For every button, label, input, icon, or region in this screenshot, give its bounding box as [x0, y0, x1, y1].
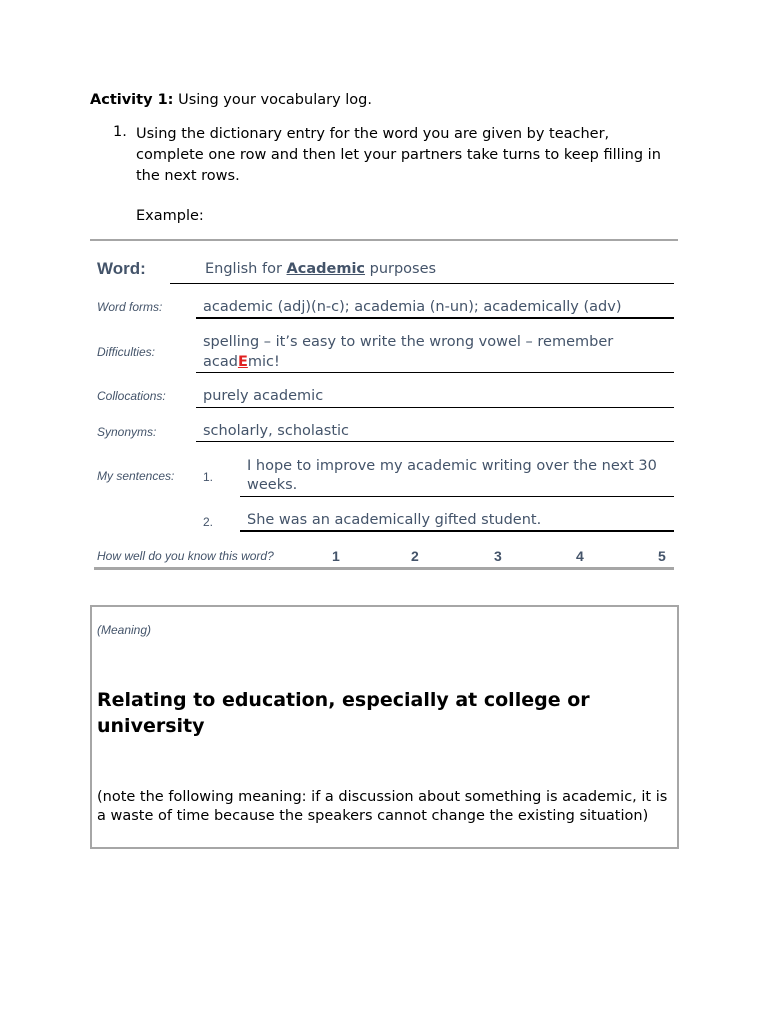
word-underline — [170, 283, 674, 284]
difficulties-line-2 — [203, 353, 280, 372]
sentence-1-underline — [240, 496, 674, 497]
synonyms-label: Synonyms: — [97, 425, 157, 439]
word-forms-value: academic (adj)(n-c); academia (n-un); academically (adv) — [203, 299, 622, 315]
activity-subtitle: Using your vocabulary log. — [178, 92, 372, 108]
knowledge-label: How well do you know this word? — [97, 549, 274, 563]
sentence-2-underline — [240, 530, 674, 532]
sentences-label: My sentences: — [97, 469, 175, 483]
example-label: Example: — [136, 208, 204, 224]
sentence-1-number: 1. — [203, 470, 214, 484]
instruction-number: 1. — [113, 124, 127, 140]
highlighted-vowel: E — [237, 354, 248, 370]
scale-option-5: 5 — [658, 548, 666, 564]
difficulties-underline — [196, 372, 674, 373]
word-forms-label: Word forms: — [97, 300, 163, 314]
activity-title: Activity 1: — [90, 92, 174, 108]
log-top-border — [90, 239, 678, 241]
sentence-2: She was an academically gifted student. — [247, 512, 542, 528]
log-bottom-border — [94, 567, 674, 570]
collocations-label: Collocations: — [97, 389, 166, 403]
scale-option-1: 1 — [332, 548, 340, 564]
difficulties-word-end: mic! — [247, 354, 280, 370]
meaning-definition: Relating to education, especially at college or university — [97, 689, 590, 737]
instruction-text: Using the dictionary entry for the word you are given by teacher, complete one row and then let your partners take turns to keep filling in the next rows. — [136, 126, 661, 184]
difficulties-word-start: acad — [203, 354, 238, 370]
word-value — [205, 260, 436, 279]
difficulties-line-1: spelling – it’s easy to write the wrong vowel – remember — [203, 334, 614, 350]
difficulties-label: Difficulties: — [97, 345, 156, 359]
word-forms-underline — [196, 317, 674, 319]
synonyms-value: scholarly, scholastic — [203, 423, 350, 439]
sentence-1: I hope to improve my academic writing over the next 30 weeks. — [247, 458, 657, 493]
scale-option-2: 2 — [411, 548, 419, 564]
word-label: Word: — [97, 259, 146, 278]
word-suffix: purposes — [365, 261, 437, 277]
scale-option-3: 3 — [494, 548, 502, 564]
word-prefix: English for — [205, 261, 287, 277]
meaning-label: (Meaning) — [97, 623, 152, 637]
sentence-2-number: 2. — [203, 515, 214, 529]
collocations-underline — [196, 407, 674, 408]
collocations-value: purely academic — [203, 388, 324, 404]
meaning-note: (note the following meaning: if a discussion about something is academic, it is a waste of time because the speakers cannot change the existing situation) — [97, 789, 668, 824]
scale-option-4: 4 — [576, 548, 584, 564]
headword: Academic — [286, 261, 366, 277]
activity-heading — [90, 92, 372, 108]
synonyms-underline — [196, 441, 674, 442]
